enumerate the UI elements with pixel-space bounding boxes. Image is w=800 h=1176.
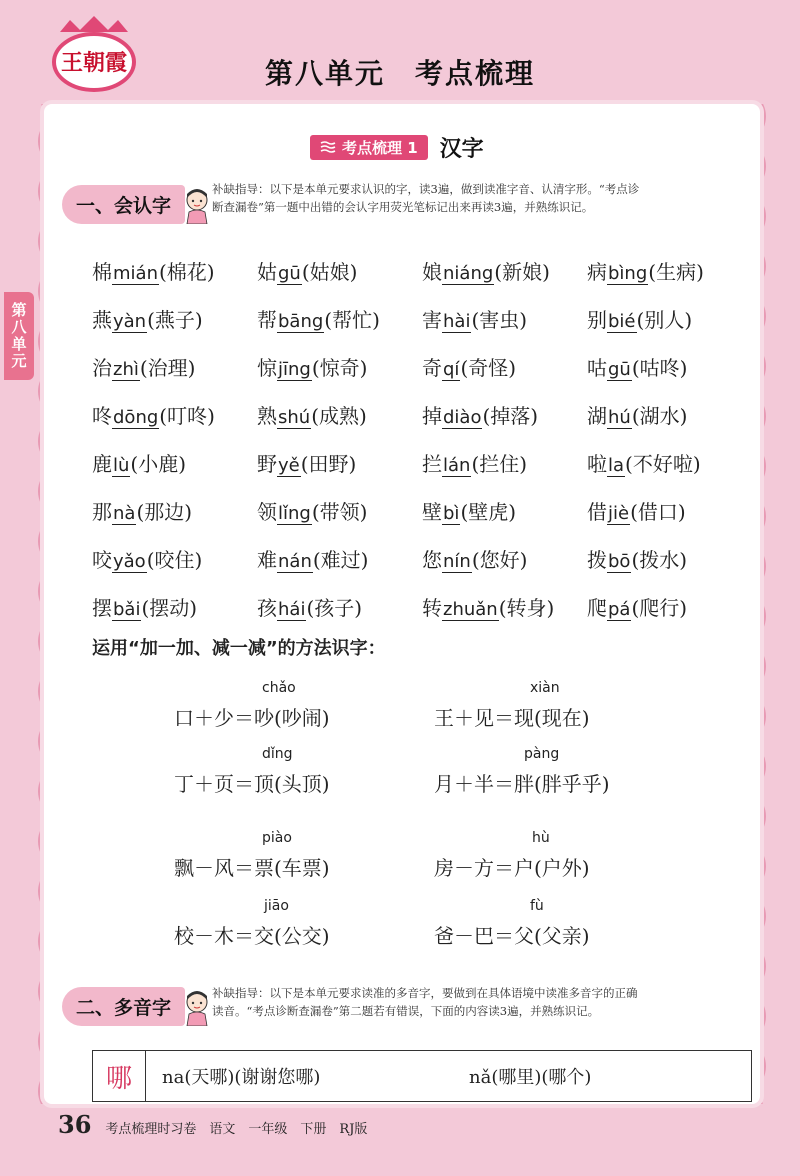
char-pinyin: nán: [278, 550, 312, 572]
section2-tip: [212, 984, 638, 1020]
char-entry: [587, 304, 752, 333]
equation-pinyin: piào: [262, 830, 292, 846]
char-entry: [422, 496, 587, 525]
char-entry: [92, 400, 257, 429]
char-word: (拨水): [631, 547, 688, 572]
char-entry: [587, 496, 752, 525]
badge-box: [310, 135, 428, 160]
char-word: (别人): [636, 307, 693, 332]
char-word: (棉花): [158, 259, 215, 284]
section1-tip-line2: 断查漏卷”第一题中出错的会认字用荧光笔标记出来再读3遍，并熟练识记。: [212, 200, 594, 214]
char-glyph: 野: [257, 451, 277, 476]
char-row: [92, 390, 752, 438]
equation-text: 口＋少＝吵(吵闹): [174, 706, 330, 730]
char-row: [92, 246, 752, 294]
char-entry: [257, 304, 422, 333]
char-word: (治理): [139, 355, 196, 380]
char-word: (帮忙): [324, 307, 380, 332]
char-pinyin: nà: [113, 502, 136, 524]
section-badge: [310, 134, 484, 160]
char-pinyin: la: [608, 454, 625, 476]
char-entry: [257, 256, 422, 285]
char-row: [92, 486, 752, 534]
char-word: (摆动): [141, 595, 198, 620]
girl-mascot-icon: [179, 986, 215, 1026]
char-glyph: 棉: [92, 259, 112, 284]
char-pinyin: bié: [608, 310, 636, 332]
char-glyph: 爬: [587, 595, 607, 620]
char-word: (难过): [312, 547, 369, 572]
char-word: (带领): [311, 499, 368, 524]
footer-text: 考点梳理时习卷 语文 一年级 下册 RJ版: [105, 1122, 368, 1137]
char-entry: [92, 448, 257, 477]
char-row: [92, 534, 752, 582]
char-word: (转身): [498, 595, 555, 620]
char-pinyin: zhuǎn: [443, 598, 498, 620]
char-entry: [422, 448, 587, 477]
polyphone-reading-1: na(天哪)(谢谢您哪): [162, 1067, 321, 1088]
char-glyph: 帮: [257, 307, 277, 332]
char-row: [92, 294, 752, 342]
char-pinyin: lán: [443, 454, 471, 476]
char-glyph: 掉: [422, 403, 442, 428]
char-pinyin: lù: [113, 454, 130, 476]
equation-pinyin: pàng: [524, 746, 560, 762]
char-pinyin: niáng: [443, 262, 494, 284]
equation-item: [174, 680, 330, 731]
page-number: 36: [58, 1110, 92, 1139]
char-glyph: 湖: [587, 403, 607, 428]
char-pinyin: yǎo: [113, 550, 146, 572]
char-word: (爬行): [631, 595, 688, 620]
equation-item: [174, 830, 330, 881]
char-glyph: 娘: [422, 259, 442, 284]
char-word: (拦住): [471, 451, 528, 476]
char-pinyin: nín: [443, 550, 471, 572]
char-word: (壁虎): [460, 499, 517, 524]
char-pinyin: shú: [278, 406, 311, 428]
char-glyph: 壁: [422, 499, 442, 524]
char-word: (孩子): [306, 595, 363, 620]
char-glyph: 治: [92, 355, 112, 380]
equation-text: 月＋半＝胖(胖乎乎): [434, 772, 610, 796]
char-entry: [422, 400, 587, 429]
equation-item: [174, 898, 330, 949]
char-glyph: 啦: [587, 451, 607, 476]
menu-lines-icon: [320, 141, 336, 153]
char-entry: [257, 592, 422, 621]
char-word: (燕子): [147, 307, 203, 332]
equation-text: 王＋见＝现(现在): [434, 706, 590, 730]
equation-item: [434, 746, 610, 797]
polyphone-char: 哪: [93, 1051, 146, 1101]
girl-mascot-icon: [179, 184, 215, 224]
section1-tip: [212, 180, 639, 216]
char-pinyin: yě: [278, 454, 300, 476]
section2-tip-line2: 读音。“考点诊断查漏卷”第二题若有错误，下面的内容读3遍，并熟练识记。: [212, 1004, 600, 1018]
char-pinyin: pá: [608, 598, 631, 620]
char-word: (成熟): [311, 403, 367, 428]
char-glyph: 摆: [92, 595, 112, 620]
char-entry: [422, 256, 587, 285]
char-word: (借口): [630, 499, 686, 524]
section2-header: [62, 986, 215, 1026]
unit-side-tab: 第八单元: [4, 292, 34, 380]
char-row: [92, 582, 752, 630]
char-pinyin: yàn: [113, 310, 147, 332]
char-glyph: 拨: [587, 547, 607, 572]
char-word: (小鹿): [130, 451, 187, 476]
char-pinyin: gū: [278, 262, 301, 284]
badge-label: 考点梳理 1: [342, 138, 418, 157]
char-word: (害虫): [471, 307, 528, 332]
char-word: (叮咚): [159, 403, 215, 428]
char-word: (奇怪): [460, 355, 517, 380]
polyphone-reading-2: nǎ(哪里)(哪个): [469, 1067, 592, 1088]
char-pinyin: hái: [278, 598, 306, 620]
char-pinyin: jīng: [278, 358, 311, 380]
char-pinyin: hú: [608, 406, 631, 428]
char-glyph: 借: [587, 499, 607, 524]
char-glyph: 咚: [92, 403, 112, 428]
equation-text: 房－方＝户(户外): [434, 856, 590, 880]
equation-item: [434, 680, 590, 731]
equation-item: [434, 898, 590, 949]
char-pinyin: qí: [443, 358, 460, 380]
char-word: (湖水): [631, 403, 688, 428]
char-glyph: 那: [92, 499, 112, 524]
char-row: [92, 342, 752, 390]
char-glyph: 领: [257, 499, 277, 524]
char-word: (生病): [648, 259, 704, 284]
char-glyph: 燕: [92, 307, 112, 332]
char-word: (掉落): [482, 403, 539, 428]
char-word: (姑娘): [301, 259, 358, 284]
char-glyph: 拦: [422, 451, 442, 476]
recognition-char-grid: [92, 246, 752, 630]
char-entry: [422, 304, 587, 333]
char-pinyin: hài: [443, 310, 471, 332]
char-glyph: 害: [422, 307, 442, 332]
char-glyph: 姑: [257, 259, 277, 284]
page-title: 第八单元 考点梳理: [264, 57, 535, 90]
char-entry: [587, 448, 752, 477]
page-footer: [58, 1110, 367, 1139]
polyphone-box: [92, 1050, 752, 1102]
char-pinyin: dōng: [113, 406, 159, 428]
char-entry: [587, 352, 752, 381]
char-entry: [422, 544, 587, 573]
char-entry: [587, 544, 752, 573]
char-glyph: 难: [257, 547, 277, 572]
char-pinyin: bāng: [278, 310, 324, 332]
equation-pinyin: dǐng: [262, 746, 293, 762]
badge-topic: 汉字: [439, 136, 484, 162]
char-entry: [422, 352, 587, 381]
char-pinyin: bìng: [608, 262, 648, 284]
char-entry: [257, 400, 422, 429]
char-word: (咕咚): [631, 355, 688, 380]
section1-header: [62, 184, 215, 224]
char-glyph: 别: [587, 307, 607, 332]
equation-pinyin: hù: [532, 830, 550, 846]
char-entry: [257, 448, 422, 477]
equation-item: [174, 746, 330, 797]
equation-pinyin: jiāo: [264, 898, 289, 914]
equation-text: 丁＋页＝顶(头顶): [174, 772, 330, 796]
equation-text: 爸－巴＝父(父亲): [434, 924, 590, 948]
char-word: (咬住): [146, 547, 203, 572]
char-pinyin: zhì: [113, 358, 139, 380]
char-word: (您好): [471, 547, 528, 572]
char-pinyin: gū: [608, 358, 631, 380]
equation-text: 校－木＝交(公交): [174, 924, 330, 948]
section2-tip-line1: 补缺指导：以下是本单元要求读准的多音字，要做到在具体语境中读准多音字的正确: [212, 986, 638, 1000]
char-entry: [587, 592, 752, 621]
char-entry: [92, 544, 257, 573]
char-glyph: 咕: [587, 355, 607, 380]
section2-label: 二、多音字: [62, 987, 185, 1026]
char-entry: [92, 496, 257, 525]
char-word: (新娘): [494, 259, 550, 284]
char-glyph: 惊: [257, 355, 277, 380]
char-glyph: 转: [422, 595, 442, 620]
equation-pinyin: xiàn: [530, 680, 560, 696]
section1-label: 一、会认字: [62, 185, 185, 224]
char-entry: [587, 400, 752, 429]
char-entry: [92, 256, 257, 285]
char-pinyin: jiè: [608, 502, 630, 524]
char-pinyin: lǐng: [278, 502, 311, 524]
char-entry: [257, 352, 422, 381]
method-title: 运用“加一加、减一减”的方法识字：: [92, 638, 386, 659]
char-row: [92, 438, 752, 486]
char-word: (那边): [136, 499, 193, 524]
equation-pinyin: fù: [530, 898, 544, 914]
logo-text: 王朝霞: [60, 50, 128, 76]
char-glyph: 孩: [257, 595, 277, 620]
char-pinyin: bì: [443, 502, 460, 524]
char-glyph: 您: [422, 547, 442, 572]
char-glyph: 熟: [257, 403, 277, 428]
char-entry: [92, 304, 257, 333]
char-pinyin: diào: [443, 406, 482, 428]
char-entry: [587, 256, 752, 285]
equation-item: [434, 830, 590, 881]
equation-text: 飘－风＝票(车票): [174, 856, 330, 880]
char-entry: [257, 544, 422, 573]
char-glyph: 咬: [92, 547, 112, 572]
char-glyph: 鹿: [92, 451, 112, 476]
char-glyph: 病: [587, 259, 607, 284]
char-entry: [92, 352, 257, 381]
char-entry: [422, 592, 587, 621]
char-glyph: 奇: [422, 355, 442, 380]
char-entry: [92, 592, 257, 621]
equation-pinyin: chǎo: [262, 680, 296, 696]
section1-tip-line1: 补缺指导：以下是本单元要求认识的字，读3遍，做到读准字音、认清字形。“考点诊: [212, 182, 640, 196]
char-pinyin: mián: [113, 262, 158, 284]
char-word: (不好啦): [625, 451, 701, 476]
char-word: (惊奇): [311, 355, 368, 380]
char-pinyin: bō: [608, 550, 631, 572]
char-entry: [257, 496, 422, 525]
char-word: (田野): [300, 451, 357, 476]
char-pinyin: bǎi: [113, 598, 141, 620]
